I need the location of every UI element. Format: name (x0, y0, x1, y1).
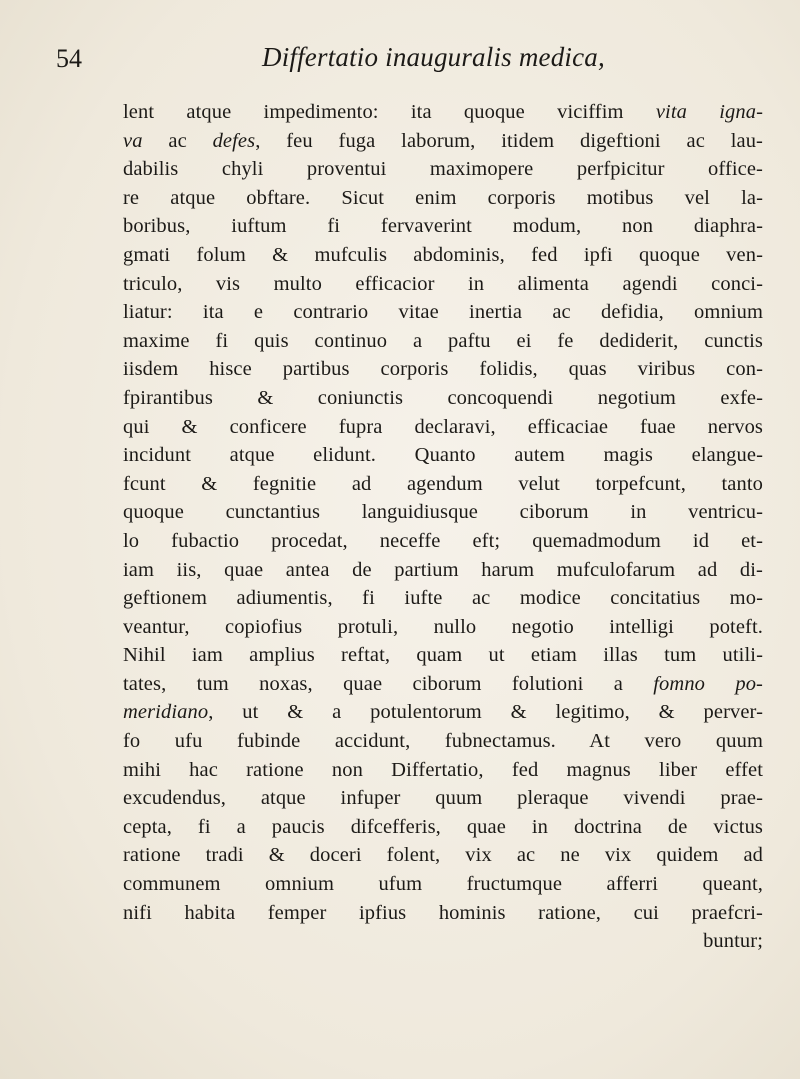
text-line: lent atque impedimento: ita quoque viciffim vita igna- (123, 101, 763, 123)
text-line: Nihil iam amplius reftat, quam ut etiam illas tum utili- (123, 644, 763, 667)
text-line: qui & conficere fupra declaravi, efficaciae fuae nervos (123, 415, 763, 438)
text-line: boribus, iuftum fi fervaverint modum, non diaphra- (123, 215, 763, 238)
text-line: communem omnium ufum fructumque afferri queant, (123, 873, 763, 896)
text-line: re atque obftare. Sicut enim corporis motibus vel la- (123, 186, 763, 209)
text-line: ratione tradi & doceri folent, vix ac ne vix quidem ad (123, 844, 763, 867)
page-header (0, 40, 800, 80)
text-line: fcunt & fegnitie ad agendum velut torpefcunt, tanto (123, 472, 763, 495)
text-line: dabilis chyli proventui maximopere perfpicitur office- (123, 158, 763, 181)
text-line: lo fubactio procedat, neceffe eft; quemadmodum id et- (123, 529, 763, 552)
text-line: liatur: ita e contrario vitae inertia ac defidia, omnium (123, 301, 763, 324)
catchword: buntur; (703, 930, 763, 953)
running-head: Differtatio inauguralis medica, (262, 42, 605, 72)
text-line: va ac defes, feu fuga laborum, itidem digeftioni ac lau- (123, 129, 763, 152)
text-line: incidunt atque elidunt. Quanto autem magis elangue- (123, 444, 763, 467)
text-line: mihi hac ratione non Differtatio, fed magnus liber effet (123, 758, 763, 781)
text-line: veantur, copiofius protuli, nullo negotio intelligi poteft. (123, 615, 763, 638)
text-line: quoque cunctantius languidiusque ciborum in ventricu- (123, 501, 763, 524)
text-line: iam iis, quae antea de partium harum mufculofarum ad di- (123, 558, 763, 581)
text-line: nifi habita femper ipfius hominis ratione, cui praefcri- (123, 901, 763, 924)
text-line: triculo, vis multo efficacior in alimenta agendi conci- (123, 272, 763, 295)
text-line: cepta, fi a paucis difcefferis, quae in doctrina de victus (123, 815, 763, 838)
body-text (123, 98, 763, 956)
text-line: geftionem adiumentis, fi iufte ac modice concitatius mo- (123, 587, 763, 610)
page-number: 54 (56, 44, 82, 73)
text-line: meridiano, ut & a potulentorum & legitimo, & perver- (123, 701, 763, 724)
text-line: excudendus, atque infuper quum pleraque vivendi prae- (123, 787, 763, 810)
text-line: fpirantibus & coniunctis concoquendi negotium exfe- (123, 386, 763, 409)
text-line: tates, tum noxas, quae ciborum folutioni a fomno po- (123, 672, 763, 695)
text-line: fo ufu fubinde accidunt, fubnectamus. At vero quum (123, 730, 763, 753)
text-line: maxime fi quis continuo a paftu ei fe dediderit, cunctis (123, 329, 763, 352)
text-line: iisdem hisce partibus corporis folidis, quas viribus con- (123, 358, 763, 381)
text-line: gmati folum & mufculis abdominis, fed ipfi quoque ven- (123, 243, 763, 266)
